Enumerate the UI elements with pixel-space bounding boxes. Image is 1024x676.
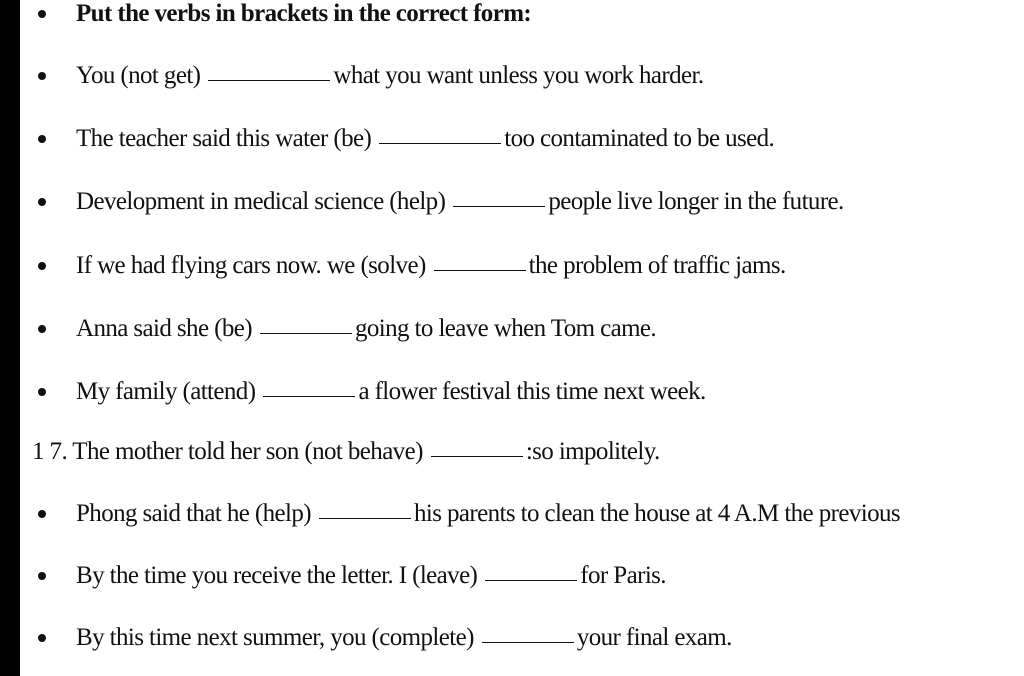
answer-blank [482, 641, 574, 643]
bullet-icon [38, 572, 46, 580]
heading-line [20, 0, 1024, 34]
answer-blank [319, 517, 411, 519]
bullet-icon [38, 388, 46, 396]
exercise-sentence [76, 378, 706, 406]
bullet-icon [38, 634, 46, 642]
sentence-start: If we had flying cars now. we (solve) [76, 252, 426, 279]
exercise-sentence [76, 252, 786, 280]
bullet-icon [38, 198, 46, 206]
sentence-end: his parents to clean the house at 4 A.M the previous [413, 500, 901, 527]
sentence-start: My family (attend) [76, 378, 256, 405]
answer-blank [379, 142, 501, 144]
exercise-item-9 [20, 556, 1024, 596]
answer-blank [431, 455, 523, 457]
exercise-sentence [76, 562, 666, 590]
exercise-item-3 [20, 182, 1024, 222]
sentence-start: By the time you receive the letter. I (leave) [76, 562, 478, 589]
sentence-start: By this time next summer, you (complete) [76, 624, 474, 651]
sentence-start: The teacher said this water (be) [76, 125, 372, 152]
exercise-item-2 [20, 119, 1024, 159]
exercise-item-1 [20, 56, 1024, 96]
bullet-icon [38, 135, 46, 143]
answer-blank [485, 579, 577, 581]
bullet-icon [38, 510, 46, 518]
sentence-start: 1 7. The mother told her son (not behave) [32, 438, 423, 465]
left-edge-bar [0, 0, 20, 676]
bullet-icon [38, 72, 46, 80]
sentence-start: You (not get) [76, 62, 201, 89]
sentence-start: Phong said that he (help) [76, 500, 311, 527]
answer-blank [263, 395, 355, 397]
exercise-sentence [76, 315, 656, 343]
sentence-start: Anna said she (be) [76, 315, 252, 342]
sentence-end: :so impolitely. [525, 438, 660, 465]
exercise-item-8 [20, 494, 1024, 534]
sentence-end: what you want unless you work harder. [333, 62, 704, 89]
exercise-sentence [76, 188, 844, 216]
sentence-end: a flower festival this time next week. [358, 378, 706, 405]
exercise-item-4 [20, 246, 1024, 286]
exercise-item-5 [20, 309, 1024, 349]
sentence-end: going to leave when Tom came. [354, 315, 657, 342]
bullet-icon [38, 262, 46, 270]
exercise-sentence [32, 438, 660, 466]
sentence-end: for Paris. [580, 562, 666, 589]
exercise-sentence [76, 500, 900, 528]
answer-blank [260, 332, 352, 334]
bullet-icon [38, 325, 46, 333]
sentence-end: the problem of traffic jams. [528, 252, 786, 279]
exercise-item-10 [20, 618, 1024, 658]
bullet-icon [38, 10, 46, 18]
exercise-sentence [76, 62, 703, 90]
sentence-end: people live longer in the future. [548, 188, 844, 215]
heading-text: Put the verbs in brackets in the correct form: [76, 0, 532, 27]
exercise-item-7 [20, 432, 1024, 472]
answer-blank [208, 79, 330, 81]
sentence-end: too contaminated to be used. [504, 125, 775, 152]
exercise-sentence [76, 624, 732, 652]
exercise-item-6 [20, 372, 1024, 412]
sentence-start: Development in medical science (help) [76, 188, 446, 215]
sentence-end: your final exam. [576, 624, 732, 651]
answer-blank [453, 205, 545, 207]
exercise-sentence [76, 125, 774, 153]
answer-blank [434, 269, 526, 271]
